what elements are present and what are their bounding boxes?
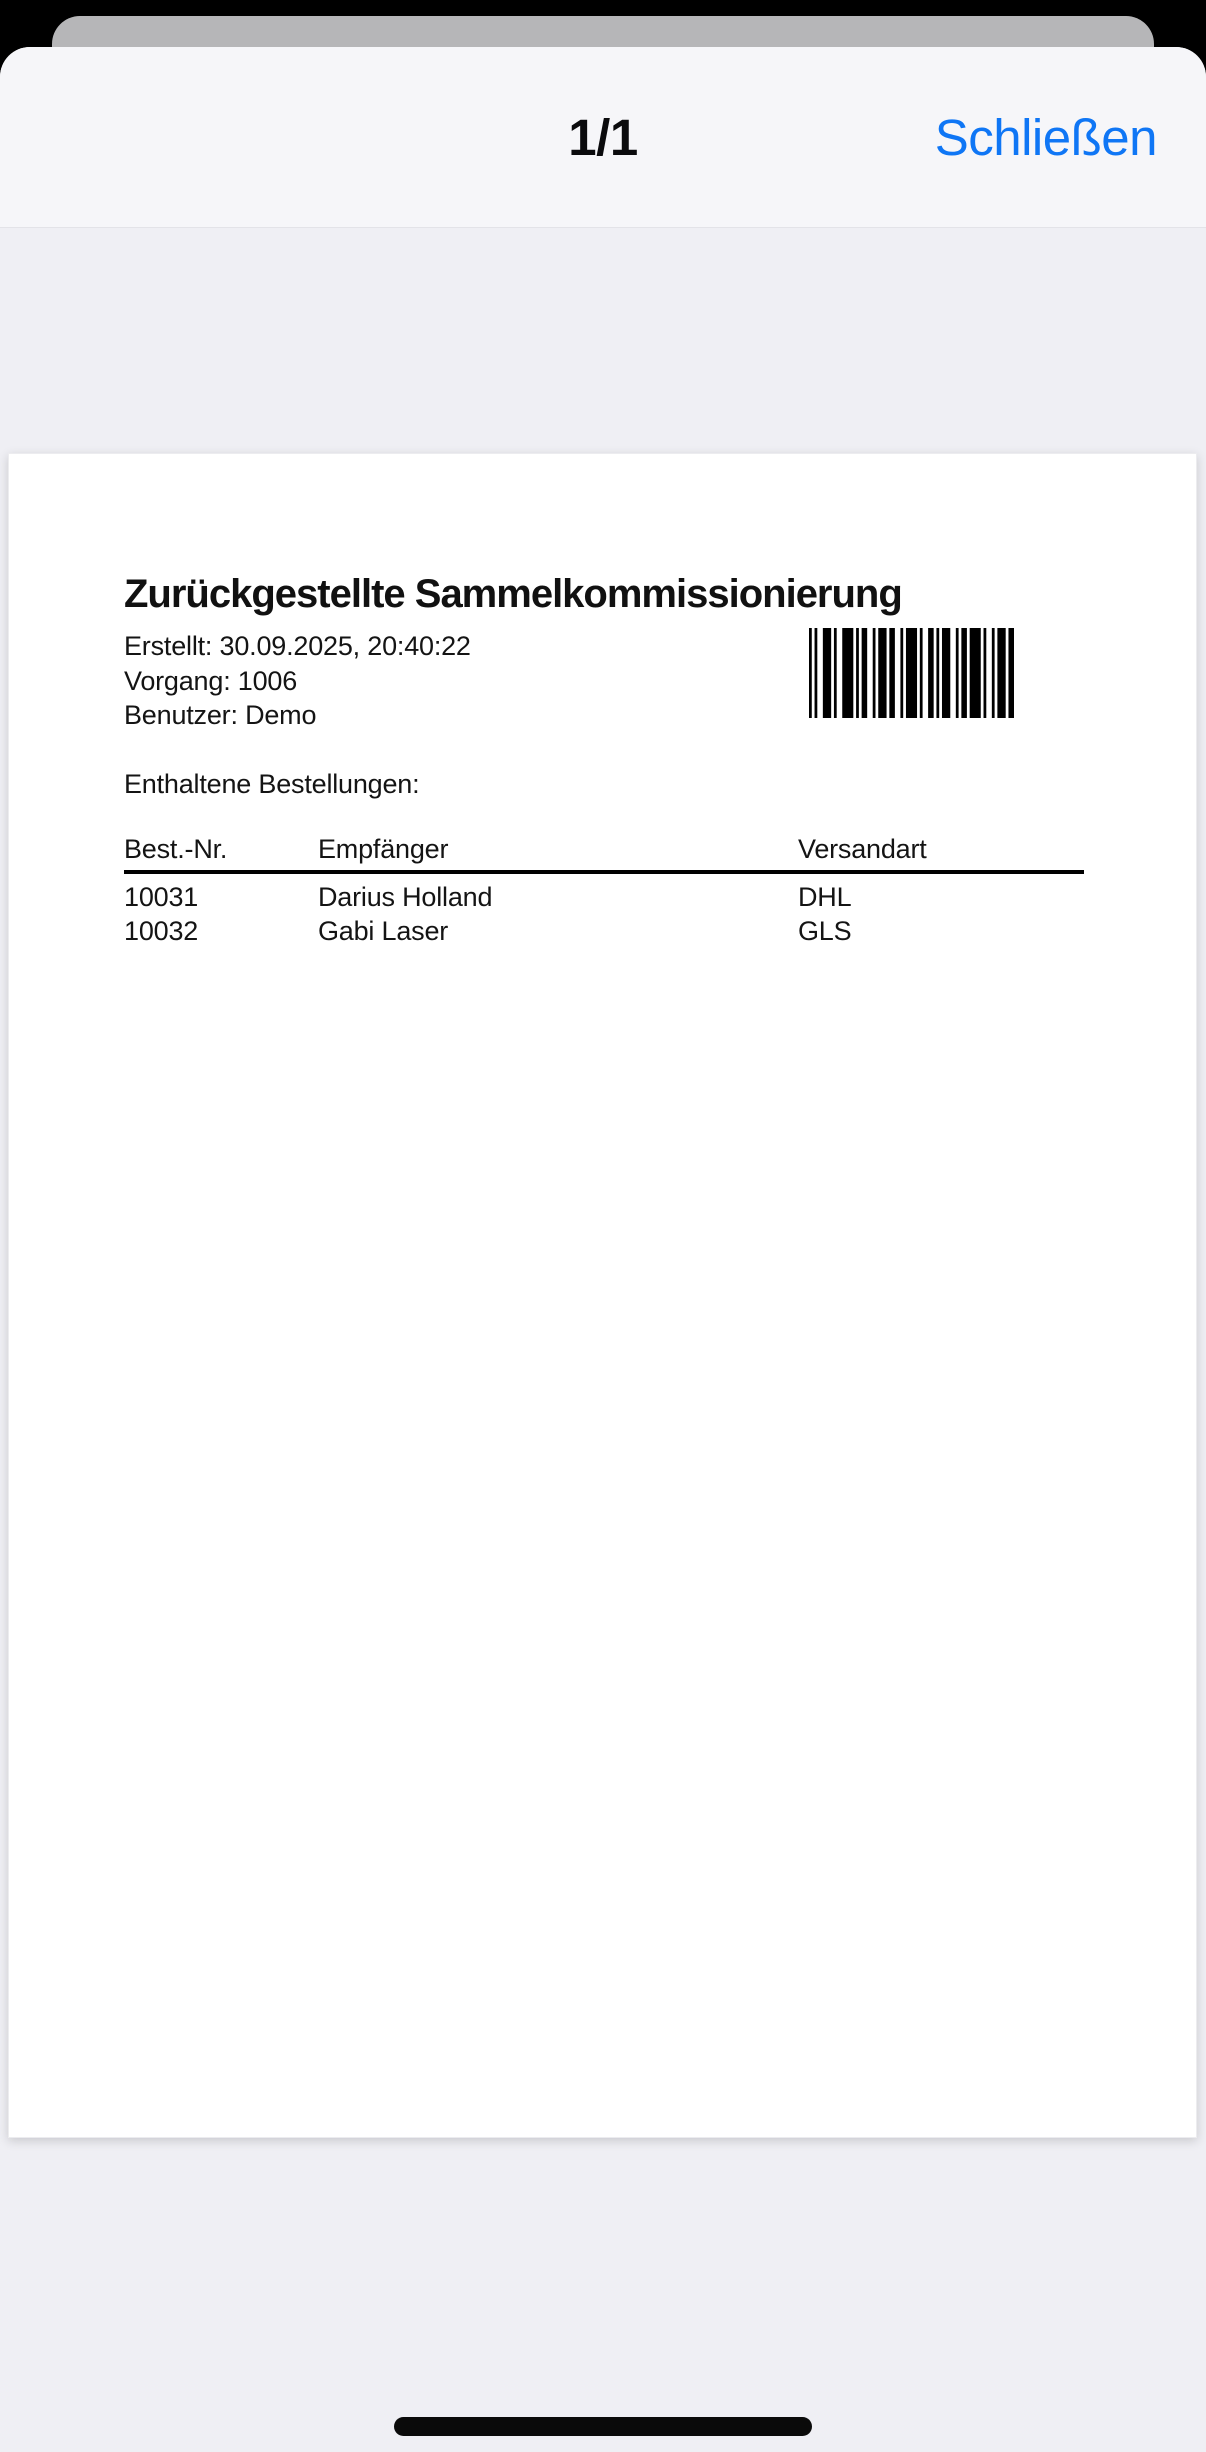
meta-user: Benutzer: Demo (124, 700, 317, 730)
table-row (124, 872, 1084, 914)
table-cell: 10031 (124, 881, 199, 912)
table-cell: Darius Holland (318, 881, 493, 912)
page-indicator: 1/1 (568, 108, 638, 166)
pdf-preview-sheet (0, 47, 1206, 2452)
orders-section-label: Enthaltene Bestellungen: (124, 768, 420, 799)
orders-table-header-row (124, 832, 1084, 872)
pdf-page (8, 453, 1197, 2138)
column-header-2: Versandart (798, 832, 1084, 872)
home-indicator[interactable] (394, 2417, 812, 2436)
table-cell: GLS (798, 915, 852, 946)
table-row (124, 914, 1084, 948)
column-header-1: Empfänger (318, 832, 798, 872)
table-cell: DHL (798, 881, 852, 912)
barcode-image (809, 628, 1014, 718)
table-cell: Gabi Laser (318, 915, 449, 946)
preview-header (0, 47, 1206, 228)
close-button[interactable]: Schließen (935, 47, 1157, 227)
meta-process: Vorgang: 1006 (124, 665, 298, 696)
meta-created: Erstellt: 30.09.2025, 20:40:22 (124, 631, 471, 661)
orders-table (124, 832, 1084, 948)
document-title: Zurückgestellte Sammelkommissionierung (124, 572, 902, 616)
table-cell: 10032 (124, 915, 199, 946)
pdf-scroll-area[interactable] (0, 229, 1206, 2452)
column-header-0: Best.-Nr. (124, 832, 318, 872)
